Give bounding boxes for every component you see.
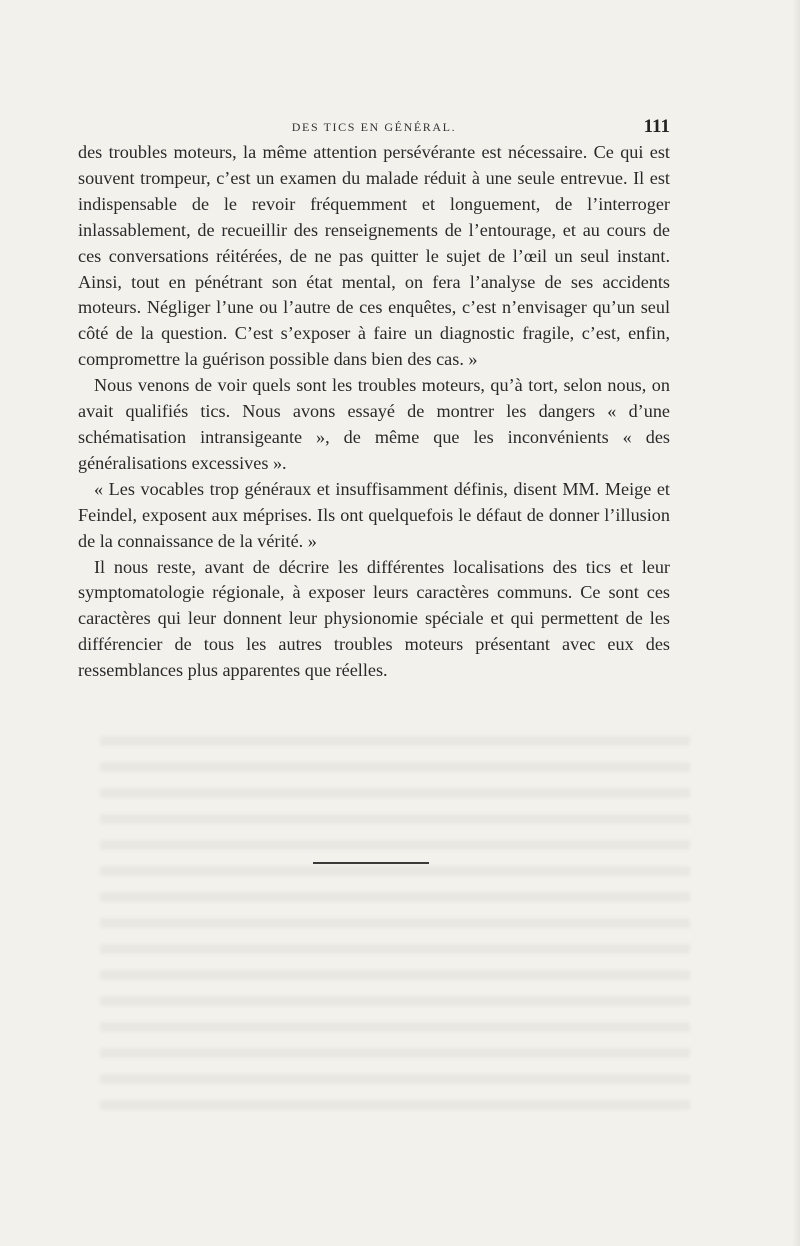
paragraph-troubles-moteurs: Nous venons de voir quels sont les troubles moteurs, qu’à tort, selon nous, on avait qualifiés tics. Nous avons essayé de montrer les dangers « d’une schématisation intransigeante », de même que les inconvénients « des généralisations excessives ». <box>78 375 670 473</box>
body-text <box>78 140 670 684</box>
paragraph-citation-meige-feindel: « Les vocables trop généraux et insuffisamment définis, disent MM. Meige et Feindel, exposent aux méprises. Ils ont quelquefois le défaut de donner l’illusion de la connaissance de la vérité. » <box>78 478 670 551</box>
section-end-rule <box>313 862 429 864</box>
paragraph-continuation: des troubles moteurs, la même attention persévérante est nécessaire. Ce qui est souvent trompeur, c’est un examen du malade réduit à une seule entrevue. Il est indispensable de le revoir fréquemment et longuement, de l’interroger inlassablement, de recueillir des renseignements de l’entourage, et au cours de ces conversations réitérées, de ne pas quitter le sujet de l’œil un seul instant. Ainsi, tout en pénétrant son état mental, on fera l’analyse de ses accidents moteurs. Négliger l’une ou l’autre de ces enquêtes, c’est n’envisager qu’un seul côté de la question. C’est s’exposer à faire un diagnostic fragile, c’est, enfin, compromettre la guérison possible dans bien des cas. » <box>78 142 670 370</box>
bleed-through-texture <box>100 720 690 1120</box>
paragraph-caracteres-communs: Il nous reste, avant de décrire les différentes localisations des tics et leur symptomatologie régionale, à exposer leurs caractères communs. Ce sont ces caractères qui leur donnent leur physionomie spéciale et qui permettent de les différencier de tous les autres troubles moteurs présentant avec eux des ressemblances plus apparentes que réelles. <box>78 556 670 681</box>
running-header <box>78 116 670 138</box>
page-edge-shadow <box>792 0 800 1246</box>
running-title: DES TICS EN GÉNÉRAL. <box>291 120 457 134</box>
page-number: 111 <box>643 116 670 137</box>
